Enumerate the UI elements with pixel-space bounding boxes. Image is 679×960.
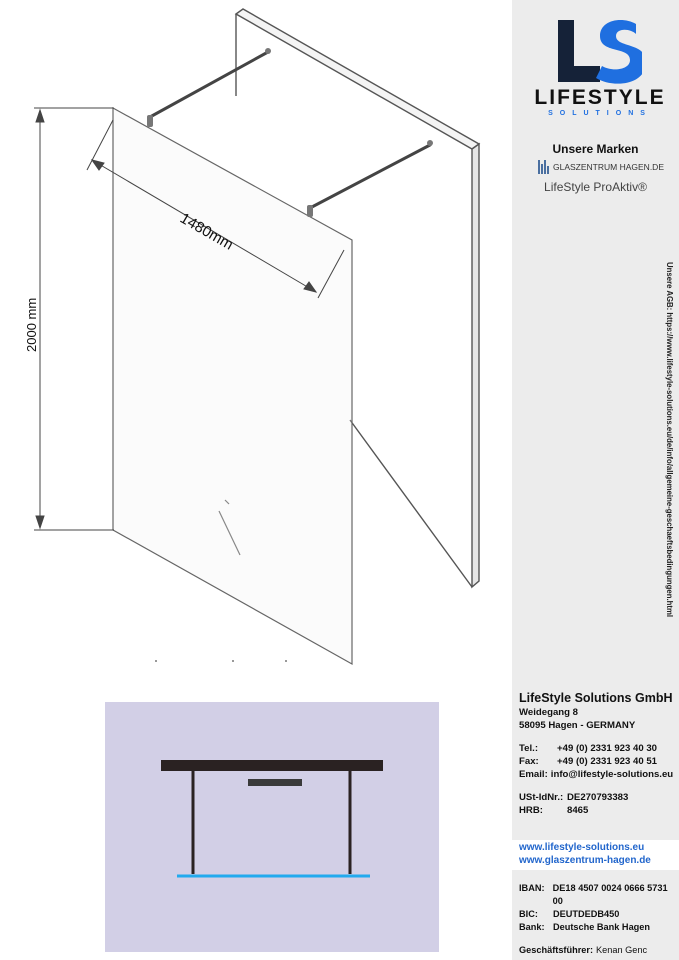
tel-row <box>519 742 677 755</box>
iban-label: IBAN: <box>519 883 545 893</box>
iban-row <box>519 882 679 908</box>
brand-glaszentrum <box>538 160 668 174</box>
email-row <box>519 768 677 781</box>
glaszentrum-logo-icon <box>538 160 550 174</box>
bic-value: DEUTDEDB450 <box>553 909 620 919</box>
wall-profile <box>248 779 302 786</box>
tel-value[interactable]: +49 (0) 2331 923 40 30 <box>557 743 658 754</box>
website-links <box>512 840 679 870</box>
hrb-value: 8465 <box>567 805 589 816</box>
logo-wordmark: LIFESTYLE <box>534 86 666 109</box>
bank-info <box>519 882 679 957</box>
company-city: 58095 Hagen - GERMANY <box>519 720 636 731</box>
company-name: LifeStyle Solutions GmbH <box>519 691 673 705</box>
floor-marks <box>155 660 287 662</box>
ust-label: USt-IdNr.: <box>519 792 564 803</box>
fax-row <box>519 755 677 768</box>
bank-value: Deutsche Bank Hagen <box>553 922 651 932</box>
company-sidebar <box>512 0 679 960</box>
wall-bar <box>161 760 383 771</box>
floor-plan-drawing <box>105 702 439 952</box>
hrb-label: HRB: <box>519 805 543 816</box>
glass-panel <box>113 108 352 664</box>
lifestyle-logo-icon <box>556 18 642 86</box>
website-link-lifestyle[interactable]: www.lifestyle-solutions.eu <box>519 842 645 853</box>
bic-row <box>519 908 679 921</box>
ust-value: DE270793383 <box>567 792 629 803</box>
hrb-row <box>519 804 677 817</box>
height-dimension <box>34 108 114 530</box>
ceo-value: Kenan Genc <box>596 945 648 955</box>
brand-proaktiv: LifeStyle ProAktiv® <box>544 180 647 194</box>
logo-subtitle: SOLUTIONS <box>548 110 652 117</box>
floor-plan-view <box>105 702 439 952</box>
bank-row <box>519 921 679 934</box>
company-info <box>519 690 677 817</box>
ceo-row <box>519 944 679 957</box>
email-value[interactable]: info@lifestyle-solutions.eu <box>550 769 674 780</box>
ust-row <box>519 791 677 804</box>
brands-title: Unsere Marken <box>552 142 639 156</box>
agb-link[interactable]: Unsere AGB: https://www.lifestyle-solutions.eu/de/info/allgemeine-geschaeftsbedingungen.html <box>665 262 674 618</box>
email-label: Email: <box>519 769 548 780</box>
bank-label: Bank: <box>519 922 545 932</box>
height-label: 2000 mm <box>24 297 39 352</box>
brand-glaszentrum-label: GLASZENTRUM HAGEN.DE <box>553 162 664 172</box>
website-link-glaszentrum[interactable]: www.glaszentrum-hagen.de <box>519 855 651 866</box>
width-label: 1480mm <box>177 209 237 254</box>
iban-value: DE18 4507 0024 0666 5731 00 <box>552 883 668 906</box>
company-street: Weidegang 8 <box>519 707 578 718</box>
fax-value: +49 (0) 2331 923 40 51 <box>557 756 658 767</box>
ceo-label: Geschäftsführer: <box>519 945 594 955</box>
fax-label: Fax: <box>519 756 539 767</box>
bic-label: BIC: <box>519 909 538 919</box>
tel-label: Tel.: <box>519 743 539 754</box>
